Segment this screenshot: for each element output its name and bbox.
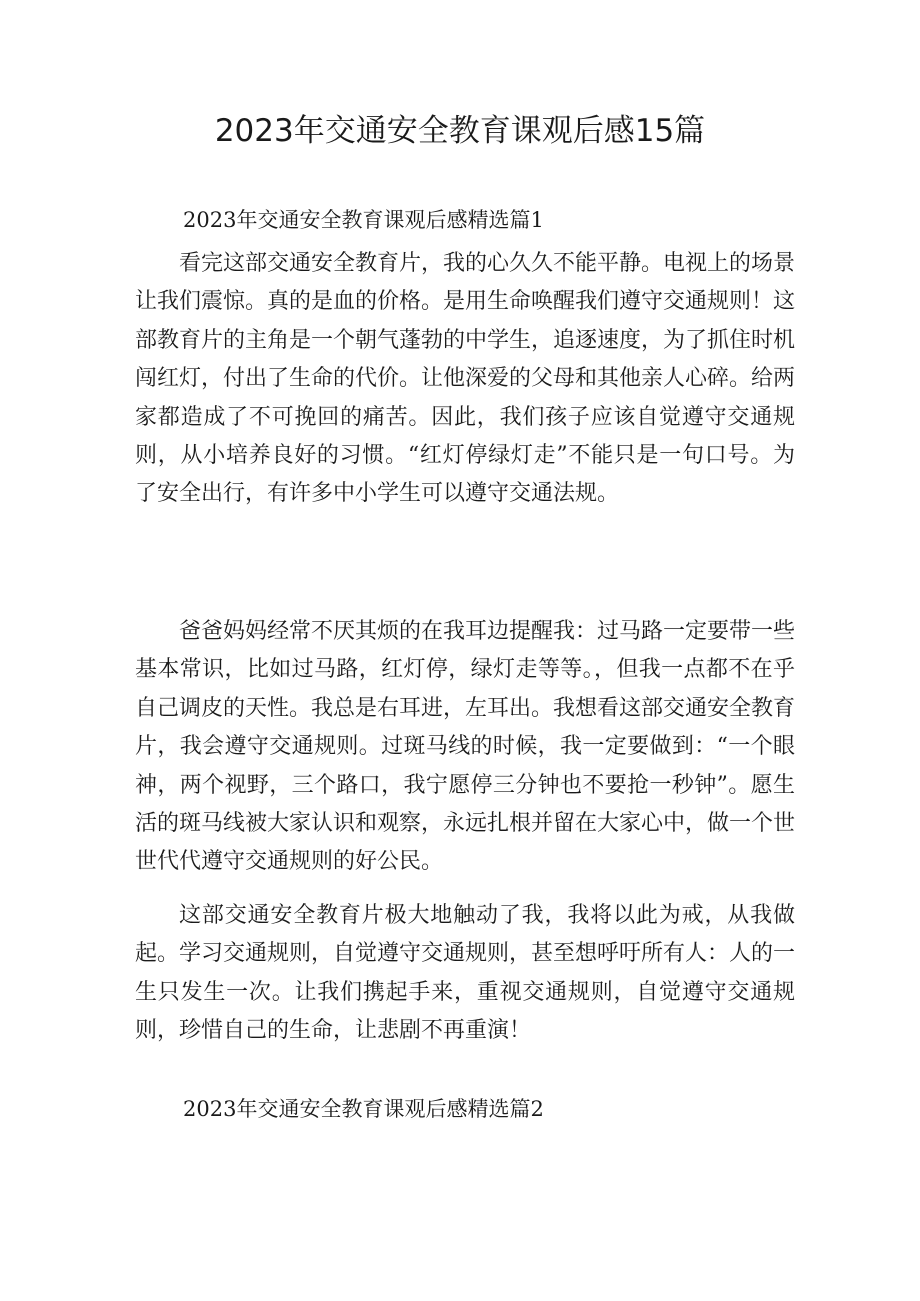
document-title: 2023年交通安全教育课观后感15篇 (214, 113, 706, 149)
section-heading-2: 2023年交通安全教育课观后感精选篇2 (183, 1097, 544, 1121)
paragraph-2: 爸爸妈妈经常不厌其烦的在我耳边提醒我：过马路一定要带一些基本常识，比如过马路，红灯停，绿灯走等等。，但我一点都不在乎自己调皮的天性。我总是右耳进，左耳出。我想看这部交通安全教育片，我会遵守交通规则。过斑马线的时候，我一定要做到：“一个眼神，两个视野，三个路口，我宁愿停三分钟也不要抢一秒钟”。愿生活的斑马线被大家认识和观察，永远扎根并留在大家心中，做一个世世代代遵守交通规则的好公民。 (135, 619, 796, 875)
paragraph-1: 看完这部交通安全教育片，我的心久久不能平静。电视上的场景让我们震惊。真的是血的价格。是用生命唤醒我们遵守交通规则！这部教育片的主角是一个朝气蓬勃的中学生，追逐速度，为了抓住时机闯红灯，付出了生命的代价。让他深爱的父母和其他亲人心碎。给两家都造成了不可挽回的痛苦。因此，我们孩子应该自觉遵守交通规则，从小培养良好的习惯。“红灯停绿灯走”不能只是一句口号。为了安全出行，有许多中小学生可以遵守交通法规。 (135, 251, 796, 507)
paragraph-3: 这部交通安全教育片极大地触动了我，我将以此为戒，从我做起。学习交通规则，自觉遵守交通规则，甚至想呼吁所有人：人的一生只发生一次。让我们携起手来，重视交通规则，自觉遵守交通规则，珍惜自己的生命，让悲剧不再重演！ (135, 903, 796, 1044)
section-heading-1: 2023年交通安全教育课观后感精选篇1 (183, 208, 544, 232)
